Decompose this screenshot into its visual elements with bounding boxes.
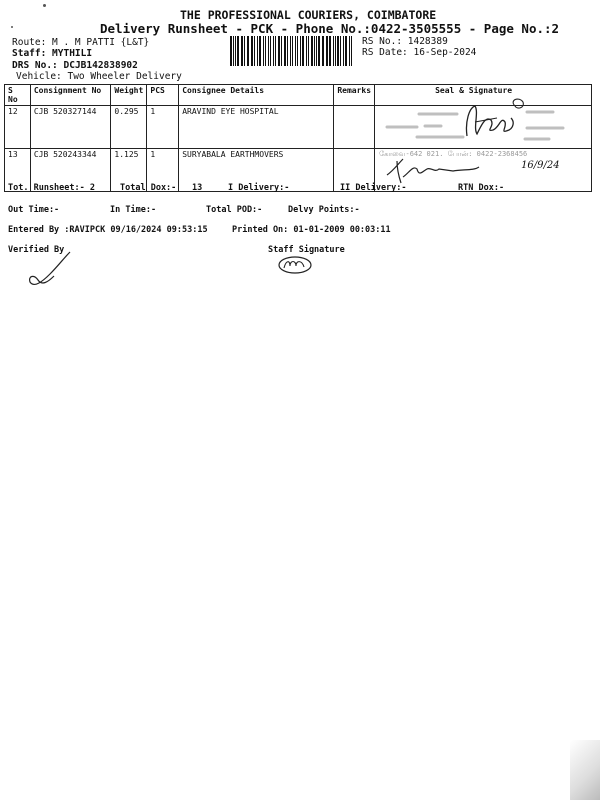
- out-time: Out Time:-: [8, 205, 60, 215]
- page-edge-shadow: [570, 740, 600, 800]
- i-delivery: I Delivery:-: [228, 183, 290, 193]
- scan-speck: [43, 4, 46, 7]
- barcode-bar: [322, 36, 323, 66]
- stamp-text: கோவை-642 021. போன்: 0422-2368456: [379, 150, 528, 158]
- total-dox-value: 13: [192, 183, 203, 193]
- barcode-bar: [349, 36, 350, 66]
- barcode-bar: [247, 36, 248, 66]
- barcode-bar: [273, 36, 274, 66]
- barcode-bar: [323, 36, 324, 66]
- barcode-bar: [284, 36, 286, 66]
- barcode-bar: [248, 36, 249, 66]
- total-pod: Total POD:-: [206, 205, 263, 215]
- col-header: Consignment No: [30, 85, 111, 106]
- rtn-dox: RTN Dox:-: [458, 183, 505, 193]
- signature-scribble-1: [455, 98, 535, 142]
- rs-date: RS Date: 16-Sep-2024: [362, 47, 477, 58]
- barcode-bar: [270, 36, 271, 66]
- barcode-bar: [237, 36, 239, 66]
- barcode-bar: [230, 36, 232, 66]
- vehicle-text: Vehicle: Two Wheeler Delivery: [16, 71, 182, 82]
- cell-consignee: SURYABALA EARTHMOVERS: [179, 149, 334, 192]
- signature-date: 16/9/24: [521, 160, 560, 171]
- verified-signature: [20, 248, 80, 292]
- drs-number: DCJB142838902: [63, 60, 138, 71]
- cell-weight: 1.125: [111, 149, 147, 192]
- cell-pcs: 1: [147, 149, 179, 192]
- barcode-bar: [235, 36, 236, 66]
- barcode-bar: [311, 36, 313, 66]
- barcode-bar: [329, 36, 331, 66]
- barcode-bar: [263, 36, 264, 66]
- barcode-bar: [306, 36, 307, 66]
- staff-signature-mark: [276, 254, 316, 276]
- entered-by: Entered By :RAVIPCK 09/16/2024 09:53:15: [8, 225, 208, 235]
- barcode-bar: [335, 36, 336, 66]
- cell-remarks: [334, 106, 375, 149]
- barcode-bar: [351, 36, 353, 66]
- ii-delivery: II Delivery:-: [340, 183, 407, 193]
- barcode-bar: [257, 36, 258, 66]
- verified-by-label: Verified By: [8, 245, 65, 255]
- printed-on: Printed On: 01-01-2009 00:03:11: [232, 225, 391, 235]
- barcode-bar: [302, 36, 304, 66]
- barcode-bar: [300, 36, 302, 66]
- barcode-bar: [265, 36, 266, 66]
- rs-number: RS No.: 1428389: [362, 36, 448, 47]
- runsheet-subtitle: Delivery Runsheet - PCK - Phone No.:0422-3505555 - Page No.:2: [100, 21, 560, 36]
- barcode-bar: [337, 36, 339, 66]
- barcode-bar: [278, 36, 280, 66]
- barcode-bar: [259, 36, 261, 66]
- barcode-bar: [340, 36, 341, 66]
- barcode-bar: [233, 36, 234, 66]
- barcode: [230, 36, 354, 66]
- cell-sno: 13: [5, 149, 31, 192]
- barcode-bar: [297, 36, 298, 66]
- col-header: S No: [5, 85, 31, 106]
- barcode-bar: [241, 36, 243, 66]
- barcode-bar: [343, 36, 344, 66]
- barcode-bar: [281, 36, 282, 66]
- route-text: Route: M . M PATTI {L&T}: [12, 37, 150, 48]
- staff-text: Staff: MYTHILI: [12, 48, 93, 59]
- company-title: THE PROFESSIONAL COURIERS, COIMBATORE: [180, 8, 437, 22]
- table-row: [5, 106, 592, 149]
- col-header: Remarks: [334, 85, 375, 106]
- barcode-bar: [268, 36, 270, 66]
- tot-runsheet: Tot. Runsheet:- 2: [8, 183, 95, 193]
- col-header: Consignee Details: [179, 85, 334, 106]
- total-dox-label: Total Dox:-: [120, 183, 177, 193]
- barcode-bar: [345, 36, 347, 66]
- barcode-bar: [275, 36, 277, 66]
- barcode-bar: [314, 36, 315, 66]
- scan-speck: [11, 26, 13, 28]
- cell-sno: 12: [5, 106, 31, 149]
- barcode-bar: [333, 36, 334, 66]
- barcode-bar: [308, 36, 309, 66]
- col-header: PCS: [147, 85, 179, 106]
- barcode-bar: [251, 36, 253, 66]
- barcode-bar: [292, 36, 293, 66]
- barcode-bar: [244, 36, 245, 66]
- col-header: Seal & Signature: [375, 85, 592, 106]
- barcode-bar: [295, 36, 296, 66]
- cell-consignment: CJB 520243344: [30, 149, 111, 192]
- barcode-bar: [316, 36, 317, 66]
- barcode-bar: [318, 36, 320, 66]
- barcode-bar: [254, 36, 256, 66]
- cell-pcs: 1: [147, 106, 179, 149]
- barcode-bar: [287, 36, 288, 66]
- runsheet-table: [4, 84, 592, 192]
- drs-label: DRS No.:: [12, 60, 58, 71]
- col-header: Weight: [111, 85, 147, 106]
- barcode-bar: [290, 36, 292, 66]
- in-time: In Time:-: [110, 205, 157, 215]
- cell-consignee: ARAVIND EYE HOSPITAL: [179, 106, 334, 149]
- cell-consignment: CJB 520327144: [30, 106, 111, 149]
- drs-field: [12, 60, 138, 71]
- cell-weight: 0.295: [111, 106, 147, 149]
- staff-signature-label: Staff Signature: [268, 245, 345, 255]
- delvy-points: Delvy Points:-: [288, 205, 360, 215]
- barcode-bar: [326, 36, 328, 66]
- cell-seal: [375, 106, 592, 149]
